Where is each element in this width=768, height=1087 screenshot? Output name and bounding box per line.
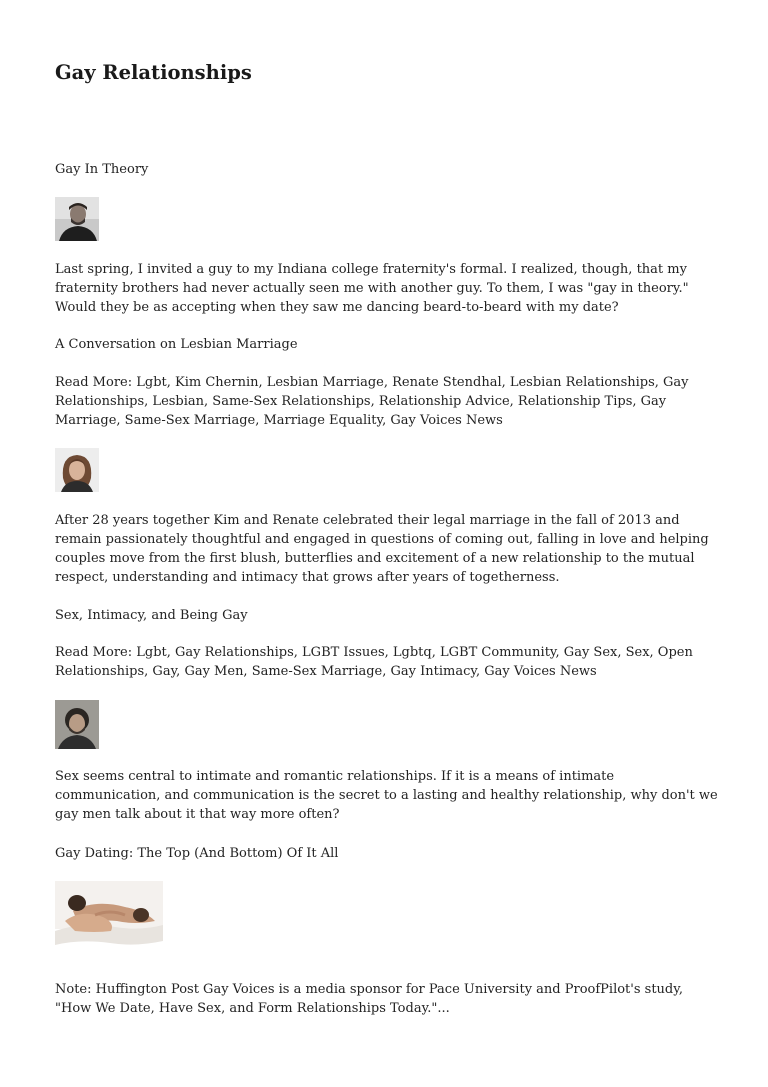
article-heading-gay-in-theory: Gay In Theory: [55, 162, 149, 177]
article-heading-sex-intimacy: Sex, Intimacy, and Being Gay: [55, 608, 248, 623]
author-photo-man-beard: [55, 197, 99, 241]
article-photo-couple: [55, 881, 163, 961]
document-title: Gay Relationships: [55, 61, 252, 84]
read-more-tags-sex-intimacy: Read More: Lgbt, Gay Relationships, LGBT Issues, Lgbtq, LGBT Community, Gay Sex, Sex, Open Relationships, Gay, Gay Men, Same-Sex Marriage, Gay Intimacy, Gay Voices News: [55, 645, 693, 679]
article-body-gay-in-theory: Last spring, I invited a guy to my Indiana college fraternity's formal. I realized, though, that my fraternity brothers had never actually seen me with another guy. To them, I was "gay in theory." Would they be as accepting when they saw me dancing beard-to-beard with my date?: [55, 262, 689, 315]
article-body-lesbian-marriage: After 28 years together Kim and Renate celebrated their legal marriage in the fall of 2013 and remain passionately thoughtful and engaged in questions of coming out, falling in love and helping couples move from the first blush, butterflies and excitement of a new relationship to the mutual respect, understanding and intimacy that grows after years of togetherness.: [55, 513, 709, 585]
author-photo-man-curly-hair: [55, 700, 99, 749]
read-more-tags-lesbian-marriage: Read More: Lgbt, Kim Chernin, Lesbian Marriage, Renate Stendhal, Lesbian Relationships, Gay Relationships, Lesbian, Same-Sex Relationships, Relationship Advice, Relationship Tips, Gay Marriage, Same-Sex Marriage, Marriage Equality, Gay Voices News: [55, 375, 689, 428]
article-body-gay-dating: Note: Huffington Post Gay Voices is a media sponsor for Pace University and ProofPilot's study, "How We Date, Have Sex, and Form Relationships Today."...: [55, 982, 683, 1016]
article-heading-lesbian-marriage: A Conversation on Lesbian Marriage: [55, 337, 298, 352]
author-photo-woman: [55, 448, 99, 492]
article-heading-gay-dating: Gay Dating: The Top (And Bottom) Of It All: [55, 846, 339, 861]
article-body-sex-intimacy: Sex seems central to intimate and romantic relationships. If it is a means of intimate communication, and communication is the secret to a lasting and healthy relationship, why don't we gay men talk about it that way more often?: [55, 769, 718, 822]
